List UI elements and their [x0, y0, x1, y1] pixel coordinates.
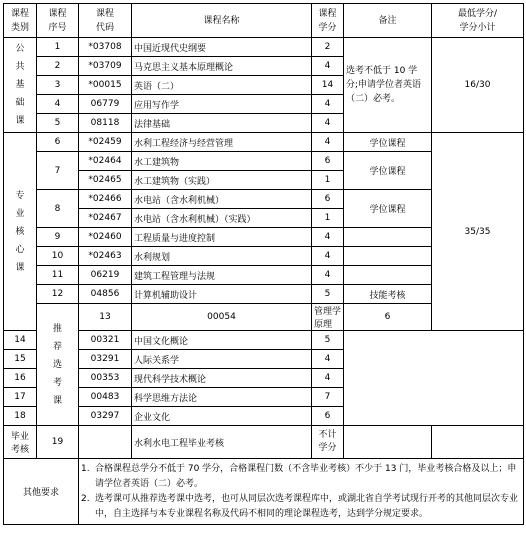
- code-cell: 00321: [79, 331, 132, 350]
- other-requirements-row: [4, 459, 524, 525]
- header-remark: 备注: [344, 4, 432, 38]
- credit-cell: 4: [312, 369, 344, 388]
- name-cell: 中国近现代史纲要: [132, 38, 312, 57]
- category-recommended: 推 荐 选 考 课: [37, 304, 79, 426]
- seq-cell: 12: [37, 285, 79, 304]
- seq-cell: 3: [37, 76, 79, 95]
- header-category: 课程 类别: [4, 4, 37, 38]
- seq-cell: 13: [79, 304, 132, 331]
- seq-cell: 4: [37, 95, 79, 114]
- remark-public: 选考不低于 10 学分;申请学位者英语（二）必考。: [344, 38, 432, 133]
- code-cell: 03291: [79, 350, 132, 369]
- credit-cell: 4: [312, 114, 344, 133]
- seq-cell: 1: [37, 38, 79, 57]
- credit-cell: 4: [312, 350, 344, 369]
- code-cell: *00015: [79, 76, 132, 95]
- name-cell: 水利水电工程毕业考核: [132, 426, 312, 459]
- credit-cell: 5: [312, 285, 344, 304]
- name-cell: 水利规划: [132, 247, 312, 266]
- remark-cell: [344, 426, 432, 459]
- name-cell: 企业文化: [132, 407, 312, 426]
- name-cell: 英语（二）: [132, 76, 312, 95]
- name-cell: 建筑工程管理与法规: [132, 266, 312, 285]
- requirement-number: 2.: [81, 493, 90, 504]
- code-cell: 00483: [79, 388, 132, 407]
- code-cell: 06779: [79, 95, 132, 114]
- credit-cell: 4: [312, 57, 344, 76]
- credit-cell: 4: [312, 266, 344, 285]
- code-cell: *02467: [79, 209, 132, 228]
- seq-cell: 16: [4, 369, 37, 388]
- header-row: [4, 4, 524, 38]
- seq-cell: 6: [37, 133, 79, 152]
- credit-cell: 5: [312, 331, 344, 350]
- requirement-item: [81, 492, 521, 522]
- category-core: 专 业 核 心 课: [4, 133, 37, 331]
- remark-cell: 学位课程: [344, 190, 432, 228]
- table-row: [4, 38, 524, 57]
- min-credit-cell: [432, 426, 524, 459]
- remark-cell: [344, 266, 432, 285]
- requirement-text: 选考课可从推荐选考课中选考，也可从同层次选考课程库中，或湖北省自学考试现行开考的其他同层次专业中，自主选择与本专业课程名称及代码不相同的理论课程选考，达到学分规定要求。: [95, 493, 519, 519]
- name-cell: 水电站（含水利机械）（实践）: [132, 209, 312, 228]
- min-credit-public: 16/30: [432, 38, 524, 133]
- credit-cell: 6: [312, 190, 344, 209]
- credit-cell: 4: [312, 95, 344, 114]
- name-cell: 应用写作学: [132, 95, 312, 114]
- name-cell: 法律基础: [132, 114, 312, 133]
- remark-cell: 学位课程: [344, 152, 432, 190]
- header-credit: 课程 学分: [312, 4, 344, 38]
- code-cell: *02460: [79, 228, 132, 247]
- credit-cell: 6: [344, 304, 432, 331]
- credit-cell: 1: [312, 209, 344, 228]
- seq-cell: 9: [37, 228, 79, 247]
- name-cell: 水利工程经济与经营管理: [132, 133, 312, 152]
- seq-cell: 15: [4, 350, 37, 369]
- table-row: [4, 426, 524, 459]
- min-credit-core: 35/35: [432, 133, 524, 331]
- code-cell: 03297: [79, 407, 132, 426]
- credit-cell: 2: [312, 38, 344, 57]
- remark-cell: 技能考核: [344, 285, 432, 304]
- remark-cell: 学位课程: [344, 133, 432, 152]
- seq-cell: 14: [4, 331, 37, 350]
- other-requirements-label: 其他要求: [4, 459, 79, 525]
- header-seq: 课程 序号: [37, 4, 79, 38]
- requirement-number: 1.: [81, 463, 90, 474]
- seq-cell: 5: [37, 114, 79, 133]
- credit-cell: 4: [312, 247, 344, 266]
- table-row: [4, 388, 524, 407]
- seq-cell: 17: [4, 388, 37, 407]
- name-cell: 管理学原理: [312, 304, 344, 331]
- remark-cell: [344, 228, 432, 247]
- seq-cell: 10: [37, 247, 79, 266]
- name-cell: 计算机辅助设计: [132, 285, 312, 304]
- code-cell: 00353: [79, 369, 132, 388]
- name-cell: 马克思主义基本原理概论: [132, 57, 312, 76]
- seq-cell: 8: [37, 190, 79, 228]
- code-cell: [79, 426, 132, 459]
- code-cell: *03708: [79, 38, 132, 57]
- curriculum-table: [3, 3, 524, 525]
- credit-cell: 7: [312, 388, 344, 407]
- credit-cell: 14: [312, 76, 344, 95]
- header-name: 课程名称: [132, 4, 312, 38]
- code-cell: *02466: [79, 190, 132, 209]
- credit-cell: 6: [312, 152, 344, 171]
- name-cell: 水电站（含水利机械）: [132, 190, 312, 209]
- code-cell: 04856: [79, 285, 132, 304]
- code-cell: *02465: [79, 171, 132, 190]
- category-graduation: 毕业 考核: [4, 426, 37, 459]
- requirement-text: 合格课程总学分不低于 70 学分，合格课程门数（不含毕业考核）不少于 13 门，毕业考核合格及以上；申请学位者英语（二）必考。: [95, 463, 517, 489]
- code-cell: 00054: [132, 304, 312, 331]
- code-cell: *02463: [79, 247, 132, 266]
- code-cell: 08118: [79, 114, 132, 133]
- credit-cell: 1: [312, 171, 344, 190]
- table-row: [4, 407, 524, 426]
- credit-cell: 4: [312, 228, 344, 247]
- seq-cell: 11: [37, 266, 79, 285]
- seq-cell: 2: [37, 57, 79, 76]
- code-cell: *02459: [79, 133, 132, 152]
- seq-cell: 18: [4, 407, 37, 426]
- table-row: [4, 331, 524, 350]
- category-public: 公 共 基 础 课: [4, 38, 37, 133]
- credit-cell: 6: [312, 407, 344, 426]
- name-cell: 人际关系学: [132, 350, 312, 369]
- name-cell: 科学思维方法论: [132, 388, 312, 407]
- name-cell: 水工建筑物（实践）: [132, 171, 312, 190]
- credit-cell: 不计 学分: [312, 426, 344, 459]
- requirement-item: [81, 462, 521, 492]
- name-cell: 工程质量与进度控制: [132, 228, 312, 247]
- header-code: 课程 代码: [79, 4, 132, 38]
- code-cell: *03709: [79, 57, 132, 76]
- seq-cell: 7: [37, 152, 79, 190]
- remark-cell: [344, 247, 432, 266]
- name-cell: 水工建筑物: [132, 152, 312, 171]
- other-requirements-text: [79, 459, 524, 525]
- code-cell: *02464: [79, 152, 132, 171]
- code-cell: 06219: [79, 266, 132, 285]
- credit-cell: 4: [312, 133, 344, 152]
- table-row: [4, 133, 524, 152]
- header-min-credit: 最低学分/ 学分小计: [432, 4, 524, 38]
- table-row: [4, 350, 524, 369]
- name-cell: 中国文化概论: [132, 331, 312, 350]
- table-row: [4, 369, 524, 388]
- name-cell: 现代科学技术概论: [132, 369, 312, 388]
- seq-cell: 19: [37, 426, 79, 459]
